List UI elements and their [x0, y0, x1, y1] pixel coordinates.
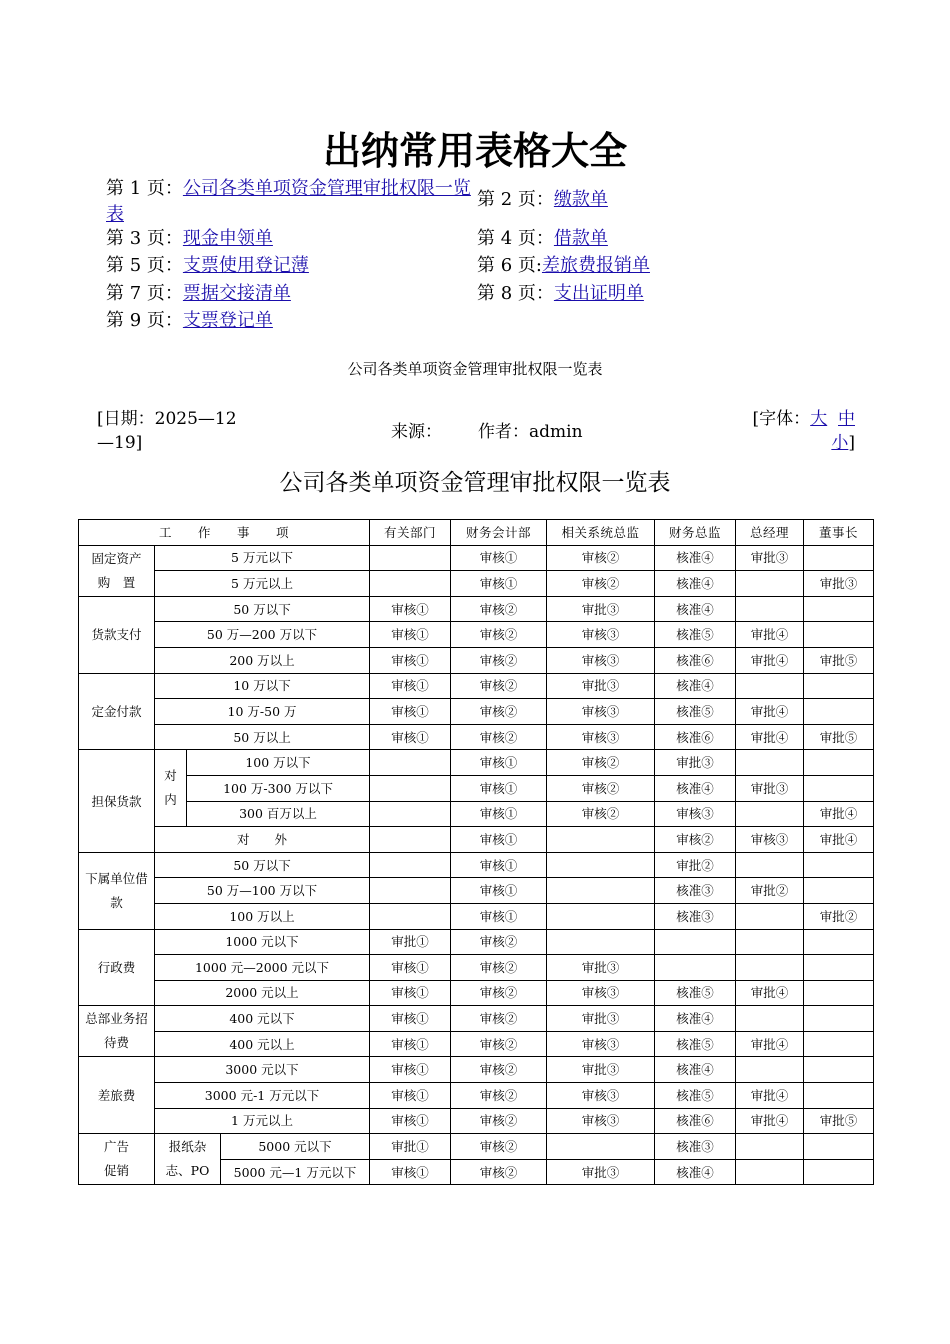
cell: 审核① [451, 852, 547, 878]
cell: 核准④ [655, 1159, 736, 1185]
row-item: 100 万以下 [187, 750, 370, 776]
toc-prefix: 第 8 页： [477, 283, 554, 304]
toc-prefix: 第 9 页： [106, 310, 183, 331]
cell [736, 903, 804, 929]
date-label: [日期： [97, 409, 155, 429]
toc-link-payment-slip[interactable]: 缴款单 [553, 189, 608, 210]
cell: 审核① [370, 673, 451, 699]
cell: 审批⑤ [804, 647, 874, 673]
cell: 审核② [451, 955, 547, 981]
table-row [79, 571, 874, 597]
cell: 核准⑥ [655, 1108, 736, 1134]
cell: 审核② [451, 1134, 547, 1160]
cell: 审核① [451, 750, 547, 776]
cell [547, 1134, 655, 1160]
row-item: 2000 元以上 [155, 980, 370, 1006]
header-sys: 相关系统总监 [547, 520, 655, 546]
font-medium-link[interactable]: 中 [838, 409, 855, 429]
row-item: 5 万元以上 [155, 571, 370, 597]
cell: 审批③ [655, 750, 736, 776]
cell: 审核② [451, 699, 547, 725]
row-item: 50 万—200 万以下 [155, 622, 370, 648]
cell: 审核① [451, 903, 547, 929]
cell: 审核② [451, 673, 547, 699]
cell [736, 852, 804, 878]
approval-table [78, 519, 874, 1185]
table-row [79, 1083, 874, 1109]
toc-link-approval-table[interactable]: 公司各类单项资金管理审批权限一览表 [106, 178, 471, 225]
cell: 审核① [370, 699, 451, 725]
cell: 核准⑤ [655, 622, 736, 648]
row-item: 3000 元以下 [155, 1057, 370, 1083]
cell [736, 801, 804, 827]
row-item: 10 万以下 [155, 673, 370, 699]
cell: 审批③ [736, 545, 804, 571]
cell: 审核② [451, 622, 547, 648]
cell: 审批④ [736, 980, 804, 1006]
toc-link-travel-expense[interactable]: 差旅费报销单 [541, 255, 650, 276]
row-item: 400 元以上 [155, 1031, 370, 1057]
group-hospitality: 总部业务招待费 [79, 1006, 155, 1057]
cell [804, 852, 874, 878]
cell: 核准⑥ [655, 724, 736, 750]
cell: 审批⑤ [804, 1108, 874, 1134]
row-item: 200 万以上 [155, 647, 370, 673]
cell [370, 801, 451, 827]
group-newspaper: 报纸杂志、PO [155, 1134, 221, 1185]
cell: 审核① [370, 1159, 451, 1185]
toc-prefix: 第 4 页： [477, 228, 554, 249]
cell: 审批② [736, 878, 804, 904]
table-row [79, 699, 874, 725]
table-row [79, 647, 874, 673]
cell [655, 929, 736, 955]
cell: 审批④ [736, 622, 804, 648]
cell: 审核③ [547, 622, 655, 648]
cell [547, 852, 655, 878]
cell: 审批① [370, 1134, 451, 1160]
cell: 审核② [547, 571, 655, 597]
cell: 审核② [451, 647, 547, 673]
toc-prefix: 第 7 页： [106, 283, 183, 304]
cell: 审核② [451, 724, 547, 750]
author-label: 作者：admin [478, 422, 583, 442]
toc-link-check-log[interactable]: 支票登记单 [182, 310, 273, 331]
cell: 核准④ [655, 775, 736, 801]
header-acct: 财务会计部 [451, 520, 547, 546]
table-row [79, 1006, 874, 1032]
group-guarantee: 担保货款 [79, 750, 155, 852]
date-value-2: —19] [97, 433, 143, 453]
cell: 核准⑤ [655, 1031, 736, 1057]
cell [736, 673, 804, 699]
cell: 审核③ [547, 724, 655, 750]
cell [804, 1134, 874, 1160]
header-gm: 总经理 [736, 520, 804, 546]
cell: 审核① [370, 980, 451, 1006]
cell: 审批① [370, 929, 451, 955]
cell [804, 1057, 874, 1083]
row-item: 5000 元—1 万元以下 [221, 1159, 370, 1185]
toc-item-2 [477, 187, 608, 213]
cell: 审核② [451, 1031, 547, 1057]
row-item: 300 百万以上 [187, 801, 370, 827]
cell [804, 1031, 874, 1057]
row-item: 3000 元-1 万元以下 [155, 1083, 370, 1109]
cell: 审核① [370, 1083, 451, 1109]
cell [804, 1006, 874, 1032]
table-row [79, 955, 874, 981]
cell: 审核② [451, 1083, 547, 1109]
table-row [79, 827, 874, 853]
toc-prefix: 第 5 页： [106, 255, 183, 276]
cell [547, 929, 655, 955]
cell [547, 827, 655, 853]
table-row [79, 775, 874, 801]
source-label: 来源： [391, 422, 442, 442]
table-row [79, 622, 874, 648]
cell: 审批④ [736, 724, 804, 750]
cell: 审核② [451, 596, 547, 622]
header-dept: 有关部门 [370, 520, 451, 546]
cell: 审核② [547, 801, 655, 827]
table-row [79, 903, 874, 929]
cell: 核准③ [655, 878, 736, 904]
cell [736, 929, 804, 955]
table-row [79, 1057, 874, 1083]
cell: 审批④ [736, 699, 804, 725]
row-item: 10 万-50 万 [155, 699, 370, 725]
toc-prefix: 第 3 页： [106, 228, 183, 249]
cell: 审核① [370, 647, 451, 673]
cell [370, 852, 451, 878]
toc-prefix: 第 2 页： [477, 189, 554, 210]
group-fixed-assets: 固定资产购 置 [79, 545, 155, 596]
toc-item-5 [106, 253, 309, 279]
group-deposit: 定金付款 [79, 673, 155, 750]
cell [547, 878, 655, 904]
cell: 审批③ [547, 1006, 655, 1032]
cell: 审批④ [736, 1031, 804, 1057]
cell [736, 1134, 804, 1160]
cell [370, 878, 451, 904]
cell: 审核② [451, 980, 547, 1006]
cell: 核准④ [655, 1006, 736, 1032]
row-item: 50 万以下 [155, 596, 370, 622]
cell: 核准⑤ [655, 980, 736, 1006]
page-title: 出纳常用表格大全 [322, 129, 627, 173]
header-chair: 董事长 [804, 520, 874, 546]
cell: 审核③ [547, 980, 655, 1006]
group-advertising: 广告促销 [79, 1134, 155, 1185]
row-item: 50 万以上 [155, 724, 370, 750]
cell: 审核③ [547, 647, 655, 673]
section-subtitle: 公司各类单项资金管理审批权限一览表 [347, 360, 603, 378]
cell [736, 955, 804, 981]
date-value-1: 2025—12 [154, 409, 237, 429]
toc-link-cash-request[interactable]: 现金申领单 [182, 228, 273, 249]
toc-item-1 [106, 176, 471, 228]
toc-link-loan-slip[interactable]: 借款单 [553, 228, 608, 249]
toc-item-6 [477, 253, 650, 279]
table-row [79, 1108, 874, 1134]
table-row [79, 852, 874, 878]
cell: 审批③ [547, 596, 655, 622]
cell: 审核② [547, 750, 655, 776]
header-item: 工 作 事 项 [79, 520, 370, 546]
cell: 审核③ [547, 699, 655, 725]
font-large-link[interactable]: 大 [810, 409, 828, 429]
group-admin-fee: 行政费 [79, 929, 155, 1006]
table-row [79, 724, 874, 750]
cell: 核准④ [655, 571, 736, 597]
cell: 核准④ [655, 1057, 736, 1083]
cell [804, 622, 874, 648]
cell [736, 750, 804, 776]
toc-item-8 [477, 281, 644, 307]
table-row [79, 980, 874, 1006]
cell [804, 596, 874, 622]
row-item: 50 万—100 万以下 [155, 878, 370, 904]
cell: 审核① [370, 955, 451, 981]
cell: 审核① [451, 878, 547, 904]
cell: 审核③ [736, 827, 804, 853]
toc-prefix: 第 1 页： [106, 178, 183, 199]
row-item: 1000 元以下 [155, 929, 370, 955]
cell: 审核① [370, 1057, 451, 1083]
cell [370, 750, 451, 776]
cell: 审核③ [547, 1108, 655, 1134]
cell [804, 955, 874, 981]
cell [804, 1083, 874, 1109]
row-item: 100 万-300 万以下 [187, 775, 370, 801]
cell [370, 775, 451, 801]
table-row [79, 750, 874, 776]
cell: 审核② [451, 1159, 547, 1185]
cell: 核准⑤ [655, 699, 736, 725]
toc-item-7 [106, 281, 291, 307]
cell: 审核① [370, 1108, 451, 1134]
font-label: [字体： [752, 409, 811, 429]
cell: 审核① [451, 801, 547, 827]
cell: 审批④ [804, 801, 874, 827]
cell: 核准④ [655, 673, 736, 699]
cell: 审批④ [736, 1083, 804, 1109]
cell: 审批③ [547, 1159, 655, 1185]
group-internal: 对内 [155, 750, 187, 827]
group-subsidiary-loan: 下属单位借 款 [79, 852, 155, 929]
cell: 审核③ [547, 1031, 655, 1057]
cell: 审批④ [736, 1108, 804, 1134]
row-item: 5 万元以下 [155, 545, 370, 571]
font-small-link[interactable]: 小 [831, 433, 849, 453]
cell: 审批④ [736, 647, 804, 673]
font-size-controls [740, 407, 855, 455]
table-row [79, 596, 874, 622]
cell: 审核② [547, 775, 655, 801]
cell: 审批③ [736, 775, 804, 801]
toc-link-expense-proof[interactable]: 支出证明单 [553, 283, 644, 304]
table-row [79, 1134, 874, 1160]
cell: 审核① [370, 596, 451, 622]
cell: 审核① [451, 775, 547, 801]
cell: 审核② [451, 929, 547, 955]
row-item: 50 万以下 [155, 852, 370, 878]
group-travel: 差旅费 [79, 1057, 155, 1134]
cell: 审核① [370, 1031, 451, 1057]
table-header-row [79, 520, 874, 546]
row-item: 100 万以上 [155, 903, 370, 929]
cell: 审核① [370, 1006, 451, 1032]
cell: 审批③ [547, 955, 655, 981]
cell [370, 827, 451, 853]
cell: 核准⑥ [655, 647, 736, 673]
toc-item-4 [477, 226, 608, 252]
cell [804, 775, 874, 801]
cell [736, 1159, 804, 1185]
cell [736, 596, 804, 622]
table-row [79, 878, 874, 904]
toc-item-9 [106, 308, 273, 334]
cell [370, 545, 451, 571]
cell: 审批③ [547, 1057, 655, 1083]
table-row [79, 929, 874, 955]
table-row [79, 1031, 874, 1057]
cell: 审核① [451, 545, 547, 571]
cell [804, 673, 874, 699]
cell: 审批③ [547, 673, 655, 699]
cell: 核准⑤ [655, 1083, 736, 1109]
cell [804, 545, 874, 571]
cell: 核准④ [655, 545, 736, 571]
cell [736, 1006, 804, 1032]
cell [804, 929, 874, 955]
cell [370, 903, 451, 929]
cell: 审核③ [547, 1083, 655, 1109]
cell: 核准③ [655, 1134, 736, 1160]
cell [655, 955, 736, 981]
row-item: 1000 元—2000 元以下 [155, 955, 370, 981]
document-title: 公司各类单项资金管理审批权限一览表 [279, 470, 671, 496]
toc-link-bill-handover[interactable]: 票据交接清单 [182, 283, 291, 304]
cell [736, 1057, 804, 1083]
cell: 审批③ [804, 571, 874, 597]
toc-item-3 [106, 226, 273, 252]
table-row [79, 801, 874, 827]
table-row [79, 545, 874, 571]
group-external: 对 外 [155, 827, 370, 853]
row-item: 1 万元以上 [155, 1108, 370, 1134]
cell: 审核① [451, 827, 547, 853]
toc-link-check-register[interactable]: 支票使用登记薄 [182, 255, 309, 276]
cell: 审核② [451, 1057, 547, 1083]
cell: 审批② [804, 903, 874, 929]
table-row [79, 673, 874, 699]
row-item: 400 元以下 [155, 1006, 370, 1032]
cell: 审核② [547, 545, 655, 571]
cell [804, 1159, 874, 1185]
cell [547, 903, 655, 929]
cell [804, 699, 874, 725]
date-info [97, 407, 237, 455]
group-loan-payment: 货款支付 [79, 596, 155, 673]
toc-prefix: 第 6 页: [477, 255, 542, 276]
cell: 审核② [451, 1108, 547, 1134]
cell [370, 571, 451, 597]
cell: 审核① [451, 571, 547, 597]
cell: 审核② [655, 827, 736, 853]
cell: 审批⑤ [804, 724, 874, 750]
cell: 核准③ [655, 903, 736, 929]
header-cfo: 财务总监 [655, 520, 736, 546]
cell: 审核③ [655, 801, 736, 827]
font-close: ] [848, 433, 855, 453]
row-item: 5000 元以下 [221, 1134, 370, 1160]
cell [736, 571, 804, 597]
cell: 审核② [451, 1006, 547, 1032]
cell: 审核① [370, 724, 451, 750]
cell [804, 750, 874, 776]
cell [804, 878, 874, 904]
cell: 审核① [370, 622, 451, 648]
cell [804, 980, 874, 1006]
cell: 审批② [655, 852, 736, 878]
cell: 核准④ [655, 596, 736, 622]
cell: 审批④ [804, 827, 874, 853]
